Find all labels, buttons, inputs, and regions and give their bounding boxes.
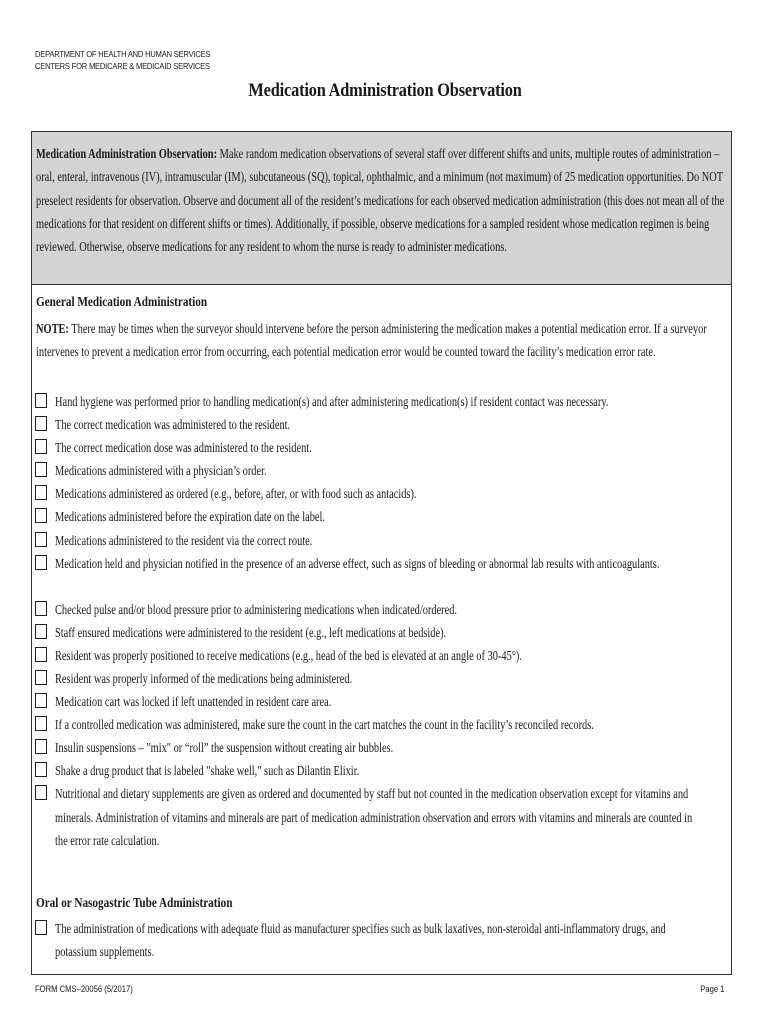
list-item bbox=[35, 621, 731, 644]
list-item bbox=[35, 529, 731, 552]
list-item bbox=[35, 390, 731, 413]
checkbox[interactable] bbox=[35, 555, 47, 570]
checkbox[interactable] bbox=[35, 716, 47, 731]
checkbox[interactable] bbox=[35, 785, 47, 800]
checkbox[interactable] bbox=[35, 416, 47, 431]
agency-line-1: DEPARTMENT OF HEALTH AND HUMAN SERVICES bbox=[35, 49, 211, 59]
item-text: Resident was properly informed of the medications being administered. bbox=[55, 670, 353, 686]
checkbox[interactable] bbox=[35, 647, 47, 662]
note-text: There may be times when the surveyor should intervene before the person administering the medication makes a potential medication error. If a surveyor intervenes to prevent a medication error from occurring, each potential medication error would be counted toward the facility’s medication error rate. bbox=[36, 321, 707, 360]
list-item bbox=[35, 759, 731, 782]
checkbox[interactable] bbox=[35, 693, 47, 708]
item-text: Medication held and physician notified in the presence of an adverse effect, such as signs of bleeding or abnormal lab results with anticoagulants. bbox=[55, 555, 660, 571]
checkbox[interactable] bbox=[35, 601, 47, 616]
item-text: Medications administered before the expiration date on the label. bbox=[55, 509, 326, 525]
list-item bbox=[35, 459, 731, 482]
list-item bbox=[35, 505, 731, 528]
item-text: Medication cart was locked if left unattended in resident care area. bbox=[55, 694, 332, 710]
item-text: Staff ensured medications were administered to the resident (e.g., left medications at bedside). bbox=[55, 624, 447, 640]
list-item bbox=[35, 736, 731, 759]
oral-heading: Oral or Nasogastric Tube Administration bbox=[36, 896, 233, 911]
form-number: FORM CMS–20056 (5/2017) bbox=[35, 984, 133, 994]
list-item bbox=[35, 917, 731, 963]
item-text: Resident was properly positioned to receive medications (e.g., head of the bed is elevated at an angle of 30-45°). bbox=[55, 647, 522, 663]
item-text: Shake a drug product that is labeled "shake well," such as Dilantin Elixir. bbox=[55, 763, 360, 779]
list-item bbox=[35, 667, 731, 690]
checkbox[interactable] bbox=[35, 920, 47, 935]
list-item bbox=[35, 644, 731, 667]
intro-text: Make random medication observations of several staff over different shifts and units, multiple routes of administration – oral, enteral, intravenous (IV), intramuscular (IM), subcutaneous (SQ), topical, ophthalmic, and a minimum (not maximum) of 25 medication opportunities. Do NOT preselect residents for observation. Observe and document all of the resident’s medications for each observed medication administration (this does not mean all of the medications for that resident on different shifts or times). Additionally, if possible, observe medications for a sampled resident whose medication regimen is being reviewed. Otherwise, observe medications for any resident to whom the nurse is ready to administer medications. bbox=[36, 146, 725, 255]
intro-paragraph bbox=[36, 142, 726, 258]
checkbox[interactable] bbox=[35, 532, 47, 547]
note-label: NOTE: bbox=[36, 321, 69, 336]
list-item bbox=[35, 690, 731, 713]
list-item bbox=[35, 598, 731, 621]
checkbox[interactable] bbox=[35, 393, 47, 408]
checkbox[interactable] bbox=[35, 485, 47, 500]
checkbox[interactable] bbox=[35, 739, 47, 754]
list-item bbox=[35, 552, 731, 598]
checkbox[interactable] bbox=[35, 762, 47, 777]
form-box bbox=[31, 131, 732, 975]
general-checklist bbox=[32, 390, 731, 851]
list-item bbox=[35, 436, 731, 459]
checkbox[interactable] bbox=[35, 624, 47, 639]
item-text: If a controlled medication was administered, make sure the count in the cart matches the count in the facility’s reconciled records. bbox=[55, 717, 594, 733]
intro-section bbox=[32, 132, 731, 285]
list-item bbox=[35, 713, 731, 736]
item-text: Medications administered with a physician’s order. bbox=[55, 463, 267, 479]
item-text: Nutritional and dietary supplements are given as ordered and documented by staff but not counted in the medication observation except for vitamins and minerals. Administration of vitamins and minerals are part of medication administration observation and errors with vitamins and minerals are counted in the error rate calculation. bbox=[55, 786, 693, 848]
item-text: Hand hygiene was performed prior to handling medication(s) and after administering medication(s) if resident contact was necessary. bbox=[55, 394, 609, 409]
list-item bbox=[35, 413, 731, 436]
agency-line-2: CENTERS FOR MEDICARE & MEDICAID SERVICES bbox=[35, 61, 210, 71]
general-heading: General Medication Administration bbox=[36, 295, 208, 310]
general-note bbox=[36, 317, 726, 364]
list-item bbox=[35, 482, 731, 505]
page-title: Medication Administration Observation bbox=[248, 80, 522, 101]
item-text: Checked pulse and/or blood pressure prior to administering medications when indicated/ordered. bbox=[55, 601, 458, 617]
agency-header bbox=[35, 48, 210, 72]
item-text: Insulin suspensions – "mix" or “roll” the suspension without creating air bubbles. bbox=[55, 740, 394, 756]
checkbox[interactable] bbox=[35, 439, 47, 454]
checkbox[interactable] bbox=[35, 462, 47, 477]
item-text: The administration of medications with adequate fluid as manufacturer specifies such as bulk laxatives, non-steroidal anti-inflammatory drugs, and potassium supplements. bbox=[55, 921, 666, 960]
checkbox[interactable] bbox=[35, 670, 47, 685]
oral-checklist bbox=[32, 917, 731, 963]
intro-label: Medication Administration Observation: bbox=[36, 146, 218, 161]
checkbox[interactable] bbox=[35, 508, 47, 523]
item-text: Medications administered to the resident via the correct route. bbox=[55, 532, 313, 548]
item-text: The correct medication was administered to the resident. bbox=[55, 417, 291, 433]
list-item bbox=[35, 782, 731, 851]
item-text: The correct medication dose was administered to the resident. bbox=[55, 440, 312, 456]
page-number: Page 1 bbox=[700, 984, 725, 994]
item-text: Medications administered as ordered (e.g., before, after, or with food such as antacids). bbox=[55, 486, 417, 502]
